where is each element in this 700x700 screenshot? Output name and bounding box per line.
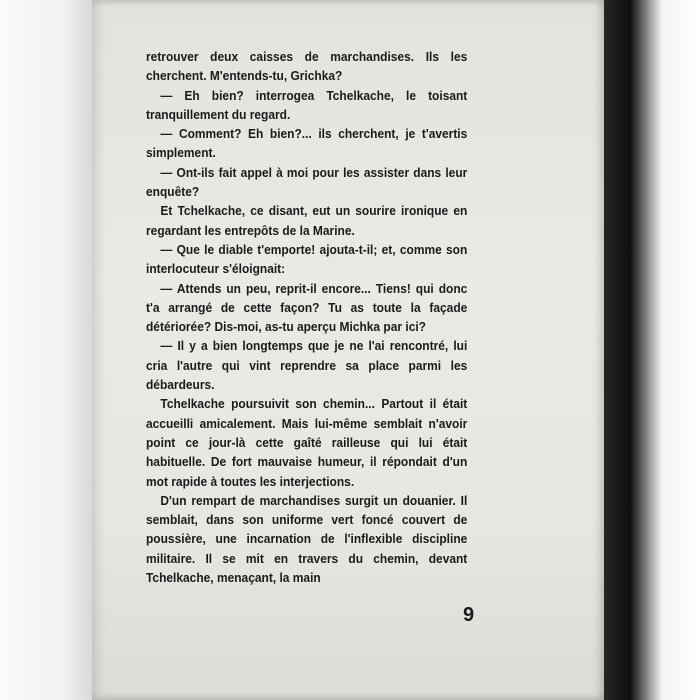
paragraph-5: Et Tchelkache, ce disant, eut un sourire ironique en regardant les entrepôts de la Marine.: [146, 203, 468, 238]
paragraph-10: D'un rempart de marchandises surgit un douanier. Il semblait, dans son uniforme vert foncé couvert de poussière, une incarnation de l'inflexible discipline militaire. Il se mit en travers du chemin, devant Tchelkache, menaçant, la main: [146, 492, 468, 586]
page-text: [146, 47, 467, 587]
paragraph-7: — Attends un peu, reprit-il encore... Tiens! qui donc t'a arrangé de cette façon? Tu as toute la façade détériorée? Dis-moi, as-tu aperçu Michka par ici?: [146, 280, 468, 335]
paragraph-1: retrouver deux caisses de marchandises. Ils les cherchent. M'entends-tu, Grichka?: [146, 49, 468, 84]
paragraph-6: — Que le diable t'emporte! ajouta-t-il; et, comme son interlocuteur s'éloignait:: [146, 241, 468, 277]
page-number: 9: [463, 604, 475, 626]
paragraph-4: — Ont-ils fait appel à moi pour les assister dans leur enquête?: [146, 164, 468, 200]
paragraph-9: Tchelkache poursuivit son chemin... Partout il était accueilli amicalement. Mais lui-même semblait n'avoir point ce jour-là cette gaîté railleuse qui lui était habituelle. De fort mauvaise humeur, il répondait d'un mot rapide à toutes les interjections.: [146, 396, 468, 489]
background-left: [0, 0, 92, 700]
paragraph-8: — Il y a bien longtemps que je ne l'ai rencontré, lui cria l'autre qui vint reprendre sa place parmi les débardeurs.: [146, 338, 468, 393]
book-spine-shadow: [600, 0, 700, 700]
paragraph-3: — Comment? Eh bien?... ils cherchent, je t'avertis simplement.: [146, 126, 468, 161]
paragraph-2: — Eh bien? interrogea Tchelkache, le toisant tranquillement du regard.: [146, 87, 468, 122]
